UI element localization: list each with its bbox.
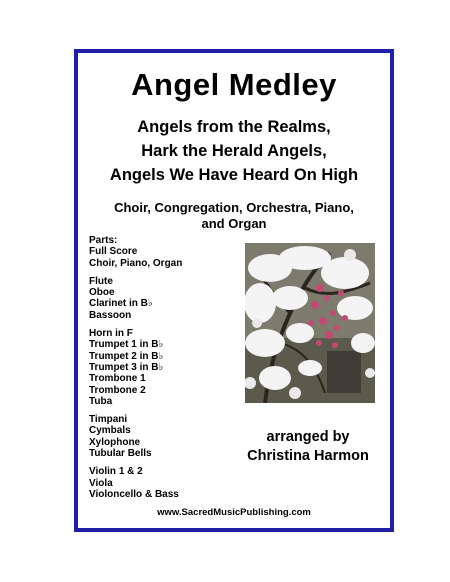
part-item: Clarinet in B♭ [89, 298, 153, 310]
part-item: Bassoon [89, 309, 132, 321]
subtitle-line-3: Angels We Have Heard On High [109, 166, 359, 184]
part-item: Trumpet 1 in B♭ [89, 339, 164, 351]
part-item: Tuba [89, 395, 113, 407]
part-item: Timpani [89, 414, 128, 426]
part-item: Tubular Bells [89, 448, 152, 460]
part-item: Trumpet 2 in B♭ [89, 350, 164, 362]
part-item: Cymbals [89, 425, 131, 437]
part-item: Viola [89, 477, 113, 489]
ensemble-description [78, 200, 390, 232]
part-item: Trombone 1 [89, 373, 146, 385]
arranged-by-label: arranged by [266, 429, 350, 445]
cover-photo-snowy-blossoms [245, 243, 375, 403]
part-item: Trombone 2 [89, 384, 146, 396]
cover-border [74, 49, 394, 532]
subtitle-line-1: Angels from the Realms, [137, 118, 331, 136]
part-item: Trumpet 3 in B♭ [89, 361, 164, 373]
arranger-credit [228, 428, 388, 466]
part-item: Horn in F [89, 328, 133, 340]
page-title: Angel Medley [131, 67, 337, 102]
part-item: Oboe [89, 287, 115, 299]
part-item: Full Score [89, 246, 138, 258]
parts-group-1 [89, 235, 239, 269]
photo-illustration [245, 243, 375, 403]
publisher-website[interactable]: www.SacredMusicPublishing.com [157, 507, 311, 518]
ensemble-line-1: Choir, Congregation, Orchestra, Piano, [114, 200, 354, 215]
parts-group-percussion [89, 414, 239, 459]
parts-group-woodwinds [89, 276, 239, 321]
parts-group-brass [89, 328, 239, 407]
parts-heading: Parts: [89, 235, 118, 246]
arranger-name: Christina Harmon [247, 448, 369, 464]
parts-list [89, 235, 239, 507]
part-item: Flute [89, 275, 113, 287]
part-item: Choir, Piano, Organ [89, 257, 183, 269]
subtitle-line-2: Hark the Herald Angels, [141, 142, 327, 160]
part-item: Xylophone [89, 436, 141, 448]
part-item: Violin 1 & 2 [89, 466, 143, 478]
parts-group-strings [89, 466, 239, 500]
ensemble-line-2: and Organ [201, 216, 267, 231]
part-item: Violoncello & Bass [89, 488, 179, 500]
